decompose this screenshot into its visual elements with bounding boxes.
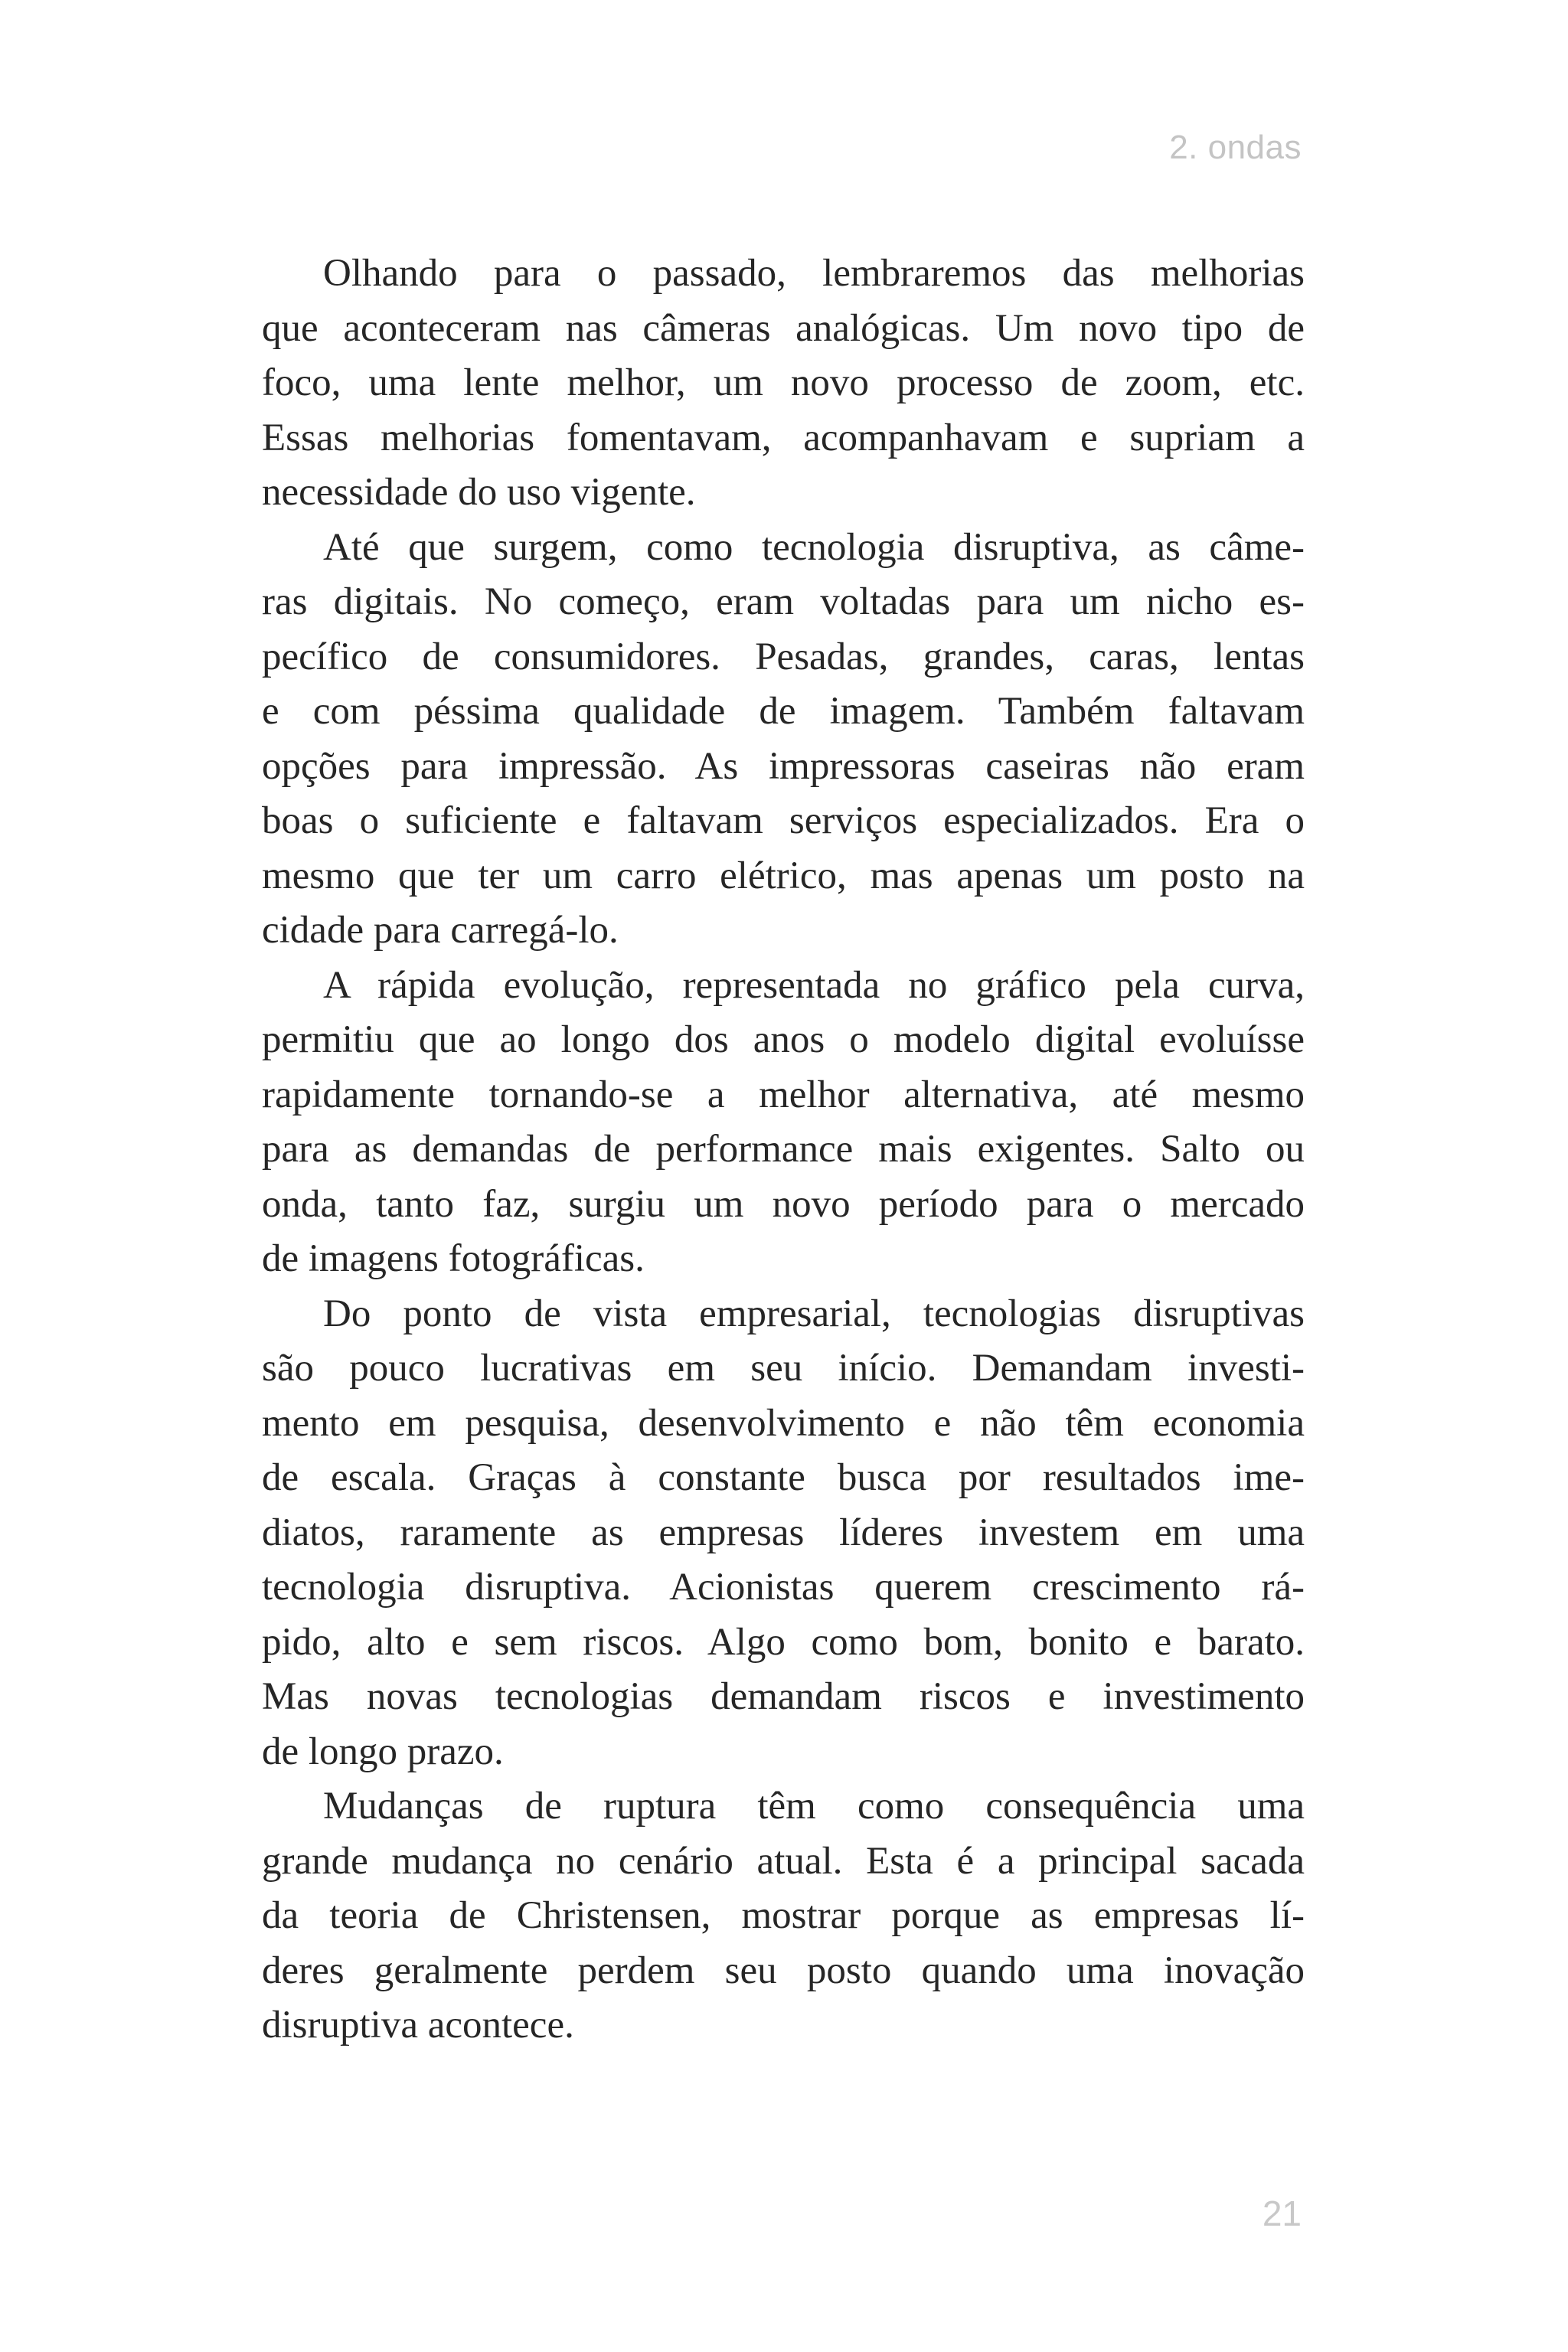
text-line: necessidade do uso vigente. xyxy=(262,471,696,514)
paragraph-3 xyxy=(262,959,1305,1287)
text-line: Mudanças de ruptura têm como consequência uma xyxy=(323,1785,1305,1828)
text-line: para as demandas de performance mais exigentes. Salto ou xyxy=(262,1128,1305,1171)
text-line: A rápida evolução, representada no gráfico pela curva, xyxy=(323,963,1305,1007)
text-line: rapidamente tornando-se a melhor alternativa, até mesmo xyxy=(262,1073,1305,1116)
paragraph-5 xyxy=(262,1779,1305,2053)
text-line: diatos, raramente as empresas líderes investem em uma xyxy=(262,1511,1305,1554)
page-number: 21 xyxy=(1262,2194,1302,2233)
text-line: pecífico de consumidores. Pesadas, grandes, caras, lentas xyxy=(262,635,1305,678)
text-line: Do ponto de vista empresarial, tecnologias disruptivas xyxy=(323,1292,1305,1335)
text-line: mento em pesquisa, desenvolvimento e não têm economia xyxy=(262,1401,1305,1445)
text-line: opções para impressão. As impressoras caseiras não eram xyxy=(262,744,1305,788)
text-line: são pouco lucrativas em seu início. Demandam investi- xyxy=(262,1347,1305,1390)
text-line: Olhando para o passado, lembraremos das melhorias xyxy=(323,252,1305,295)
text-line: permitiu que ao longo dos anos o modelo digital evoluísse xyxy=(262,1018,1305,1061)
paragraph-4 xyxy=(262,1287,1305,1780)
paragraph-2 xyxy=(262,521,1305,959)
text-line: e com péssima qualidade de imagem. Também faltavam xyxy=(262,690,1305,733)
text-line: da teoria de Christensen, mostrar porque as empresas lí- xyxy=(262,1894,1305,1937)
text-line: Essas melhorias fomentavam, acompanhavam e supriam a xyxy=(262,416,1305,459)
text-line: onda, tanto faz, surgiu um novo período para o mercado xyxy=(262,1182,1305,1226)
text-line: Mas novas tecnologias demandam riscos e investimento xyxy=(262,1675,1305,1718)
text-line: que aconteceram nas câmeras analógicas. Um novo tipo de xyxy=(262,306,1305,350)
text-line: grande mudança no cenário atual. Esta é a principal sacada xyxy=(262,1839,1305,1883)
text-line: disruptiva acontece. xyxy=(262,2004,574,2047)
body-text xyxy=(262,247,1305,2053)
text-line: deres geralmente perdem seu posto quando uma inovação xyxy=(262,1949,1305,1992)
text-line: tecnologia disruptiva. Acionistas querem crescimento rá- xyxy=(262,1566,1305,1609)
text-line: pido, alto e sem riscos. Algo como bom, bonito e barato. xyxy=(262,1620,1305,1664)
text-line: ras digitais. No começo, eram voltadas para um nicho es- xyxy=(262,580,1305,623)
chapter-running-header: 2. ondas xyxy=(1169,129,1302,166)
paragraph-1 xyxy=(262,247,1305,521)
text-line: de imagens fotográficas. xyxy=(262,1237,645,1280)
text-line: cidade para carregá-lo. xyxy=(262,909,619,952)
text-line: de escala. Graças à constante busca por resultados ime- xyxy=(262,1456,1305,1499)
text-line: foco, uma lente melhor, um novo processo de zoom, etc. xyxy=(262,361,1305,404)
text-line: boas o suficiente e faltavam serviços especializados. Era o xyxy=(262,799,1305,842)
text-line: de longo prazo. xyxy=(262,1730,504,1773)
text-line: mesmo que ter um carro elétrico, mas apenas um posto na xyxy=(262,854,1305,897)
text-line: Até que surgem, como tecnologia disruptiva, as câme- xyxy=(323,525,1305,569)
